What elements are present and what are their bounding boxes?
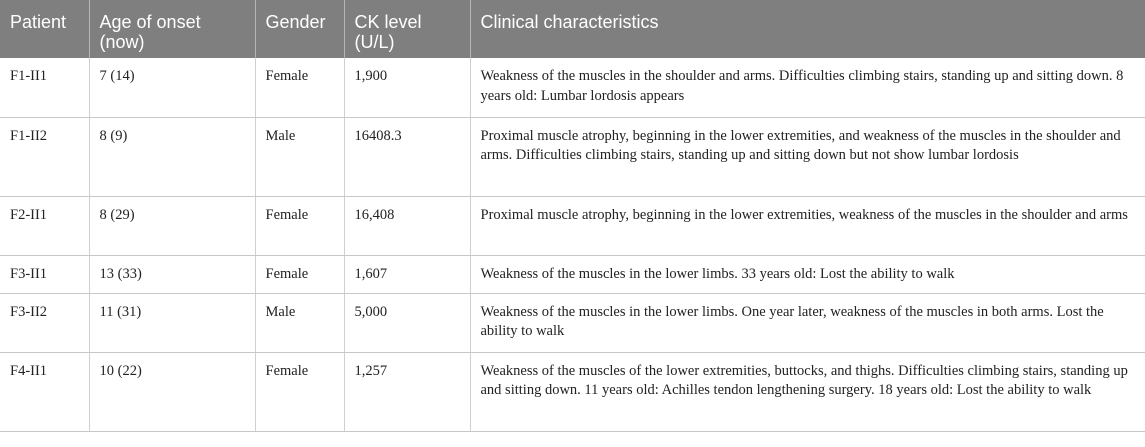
cell-gender: Female (255, 196, 344, 255)
cell-clinical-characteristics: Proximal muscle atrophy, beginning in the lower extremities, and weakness of the muscles in the shoulder and arms. Difficulties climbing stairs, standing up and sitting down but not show lumbar lordosis (470, 117, 1145, 196)
cell-clinical-characteristics: Weakness of the muscles of the lower extremities, buttocks, and thighs. Difficulties climbing stairs, standing up and sitting down. 11 years old: Achilles tendon lengthening surgery. 18 years old: Lost the ability to walk (470, 352, 1145, 431)
cell-patient: F3-II2 (0, 293, 89, 352)
table-row (0, 293, 1145, 352)
cell-gender: Male (255, 117, 344, 196)
table-row (0, 255, 1145, 293)
cell-ck-level: 5,000 (344, 293, 470, 352)
header-patient: Patient (0, 0, 89, 58)
cell-ck-level: 1,900 (344, 58, 470, 117)
table-row (0, 196, 1145, 255)
cell-clinical-characteristics: Weakness of the muscles in the lower limbs. 33 years old: Lost the ability to walk (470, 255, 1145, 293)
header-gender: Gender (255, 0, 344, 58)
cell-age-of-onset: 13 (33) (89, 255, 255, 293)
header-clinical-characteristics: Clinical characteristics (470, 0, 1145, 58)
cell-patient: F2-II1 (0, 196, 89, 255)
cell-age-of-onset: 7 (14) (89, 58, 255, 117)
cell-ck-level: 1,607 (344, 255, 470, 293)
cell-patient: F1-II2 (0, 117, 89, 196)
cell-clinical-characteristics: Proximal muscle atrophy, beginning in the lower extremities, weakness of the muscles in the shoulder and arms (470, 196, 1145, 255)
cell-patient: F3-II1 (0, 255, 89, 293)
cell-clinical-characteristics: Weakness of the muscles in the shoulder and arms. Difficulties climbing stairs, standing up and sitting down. 8 years old: Lumbar lordosis appears (470, 58, 1145, 117)
cell-clinical-characteristics: Weakness of the muscles in the lower limbs. One year later, weakness of the muscles in both arms. Lost the ability to walk (470, 293, 1145, 352)
table-row (0, 352, 1145, 431)
cell-age-of-onset: 8 (29) (89, 196, 255, 255)
cell-age-of-onset: 10 (22) (89, 352, 255, 431)
cell-age-of-onset: 8 (9) (89, 117, 255, 196)
cell-ck-level: 1,257 (344, 352, 470, 431)
cell-gender: Male (255, 293, 344, 352)
cell-patient: F4-II1 (0, 352, 89, 431)
header-ck-level: CK level (U/L) (344, 0, 470, 58)
cell-gender: Female (255, 255, 344, 293)
header-row (0, 0, 1145, 58)
cell-age-of-onset: 11 (31) (89, 293, 255, 352)
cell-ck-level: 16,408 (344, 196, 470, 255)
table-row (0, 58, 1145, 117)
header-age-of-onset: Age of onset (now) (89, 0, 255, 58)
cell-gender: Female (255, 58, 344, 117)
table-row (0, 117, 1145, 196)
cell-patient: F1-II1 (0, 58, 89, 117)
cell-gender: Female (255, 352, 344, 431)
cell-ck-level: 16408.3 (344, 117, 470, 196)
